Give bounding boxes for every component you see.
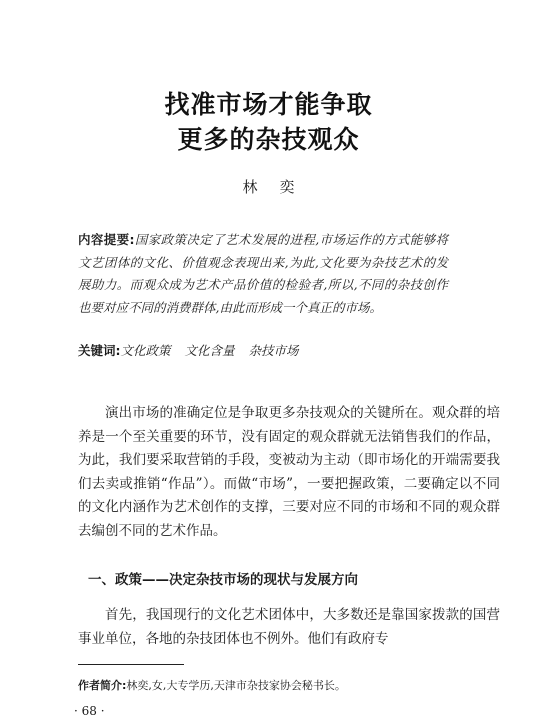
keywords bbox=[78, 340, 448, 362]
abstract bbox=[78, 229, 448, 319]
keyword: 文化政策 bbox=[120, 343, 171, 358]
body-paragraph-1: 演出市场的准确定位是争取更多杂技观众的关键所在。观众群的培养是一个至关重要的环节，没有固定的观众群就无法销售我们的作品，为此，我们要采取营销的手段，变被动为主动（即市场化的开端需要我们去卖或推销“作品”）。而做“市场”，一要把握政策，二要确定以不同的文化内涵作为艺术创作的支撑，三要对应不同的市场和不同的观众群去编创不同的艺术作品。 bbox=[78, 405, 500, 539]
article-title-line-2: 更多的杂技观众 bbox=[177, 125, 360, 154]
abstract-label: 内容提要: bbox=[78, 232, 135, 247]
body-paragraph-2: 首先，我国现行的文化艺术团体中，大多数还是靠国家拨款的国营事业单位，各地的杂技团体也不例外。他们有政府专 bbox=[78, 607, 500, 647]
keyword: 文化含量 bbox=[184, 343, 235, 358]
abstract-text: 国家政策决定了艺术发展的进程,市场运作的方式能够将文艺团体的文化、价值观念表现出来,为此,文化要为杂技艺术的发展助力。而观众成为艺术产品价值的检验者,所以,不同的杂技创作也要对应不同的消费群体,由此而形成一个真正的市场。 bbox=[78, 232, 449, 315]
footnote bbox=[78, 678, 346, 694]
section-heading: 一、政策——决定杂技市场的现状与发展方向 bbox=[88, 572, 358, 588]
footnote-label: 作者简介: bbox=[78, 679, 127, 692]
page-number: · 68 · bbox=[74, 704, 105, 718]
author-name: 林奕 bbox=[242, 178, 317, 196]
footnote-text: 林奕,女,大专学历,天津市杂技家协会秘书长。 bbox=[126, 679, 346, 692]
article-title-line-1: 找准市场才能争取 bbox=[164, 90, 373, 119]
footnote-divider bbox=[78, 664, 184, 665]
keywords-label: 关键词: bbox=[78, 343, 121, 358]
keyword: 杂技市场 bbox=[248, 343, 299, 358]
